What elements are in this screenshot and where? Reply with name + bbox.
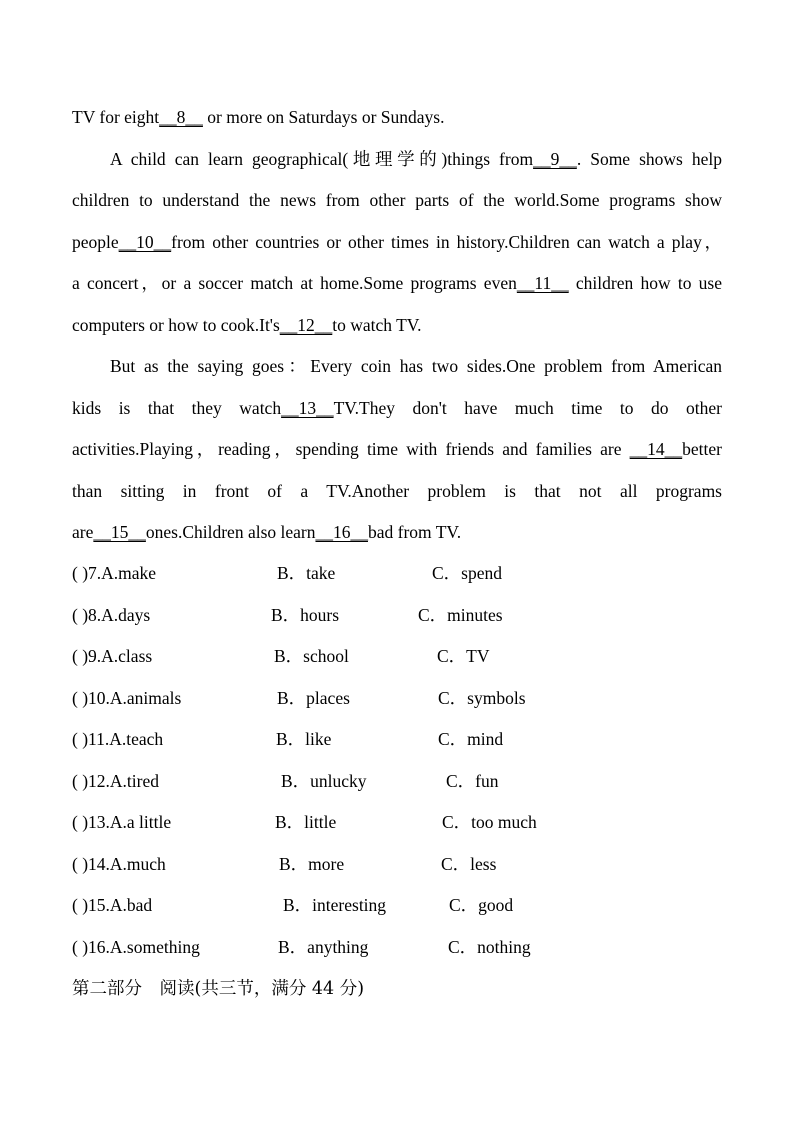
question-number: ( )9.A.class (72, 646, 153, 666)
option-c: C．too much (442, 812, 537, 832)
option-b: B．unlucky (281, 770, 367, 791)
blank-15: __15__ (93, 522, 146, 542)
option-b: B．interesting (283, 895, 387, 915)
option-b: B．school (274, 646, 349, 666)
option-b: B．take (277, 563, 336, 583)
question-number: ( )12.A.tired (72, 770, 159, 791)
question-number: ( )11.A.teach (72, 729, 164, 749)
blank-10: __10__ (118, 231, 172, 252)
option-b: B．like (276, 729, 332, 749)
blank-11: __11__ (516, 273, 569, 293)
option-c: C．minutes (418, 604, 503, 625)
blank-8: __8__ (159, 107, 203, 127)
question-number: ( )16.A.something (72, 936, 200, 957)
section-heading: 第二部分 阅读(共三节，满分 44 分) (72, 979, 365, 999)
option-c: C．TV (437, 646, 490, 666)
option-b: B．anything (278, 936, 369, 957)
option-c: C．symbols (438, 687, 526, 708)
blank-14: __14__ (629, 439, 683, 459)
option-b: B．hours (271, 604, 340, 625)
question-row-12 (72, 761, 722, 803)
option-c: C．mind (438, 729, 504, 749)
passage-line-1: TV for eight__8__ or more on Saturdays or Sundays. (72, 107, 445, 127)
option-c: C．fun (446, 770, 499, 791)
question-row-14 (72, 844, 722, 886)
question-row-15 (72, 885, 722, 927)
passage-line-11: are__15__ones.Children also learn__16__bad from TV. (72, 522, 462, 542)
cloze-passage (72, 97, 722, 554)
option-b: B．places (277, 687, 350, 708)
question-row-11 (72, 719, 722, 761)
option-c: C．less (441, 853, 497, 874)
question-options (72, 553, 722, 968)
question-row-7 (72, 553, 722, 595)
option-b: B．little (275, 812, 337, 832)
question-number: ( )13.A.a little (72, 812, 172, 832)
question-number: ( )10.A.animals (72, 687, 182, 708)
passage-line-6: computers or how to cook.It's__12__to watch TV. (72, 314, 422, 335)
question-row-16 (72, 927, 722, 969)
blank-12: __12__ (279, 314, 333, 335)
passage-line-10: than sitting in front of a TV.Another problem is that not all programs (72, 480, 722, 501)
blank-9: __9__ (533, 148, 577, 169)
passage-line-9: activities.Playing，reading，spending time with friends and families are __14__better (72, 439, 722, 459)
passage-line-8: kids is that they watch__13__TV.They don't have much time to do other (72, 397, 722, 418)
question-row-9 (72, 636, 722, 678)
option-b: B．more (279, 853, 345, 874)
question-row-13 (72, 802, 722, 844)
option-c: C．spend (432, 563, 502, 583)
question-number: ( )7.A.make (72, 563, 157, 583)
blank-16: __16__ (315, 522, 368, 542)
passage-line-3: children to understand the news from other parts of the world.Some programs show (72, 190, 722, 210)
question-number: ( )8.A.days (72, 604, 151, 625)
option-c: C．nothing (448, 936, 531, 957)
passage-line-2: A child can learn geographical(地理学的)things from__9__. Some shows help (110, 148, 722, 169)
question-row-8 (72, 595, 722, 637)
blank-13: __13__ (281, 397, 334, 418)
question-number: ( )14.A.much (72, 853, 166, 874)
question-number: ( )15.A.bad (72, 895, 153, 915)
passage-line-7: But as the saying goes：Every coin has two sides.One problem from American (110, 356, 722, 376)
option-c: C．good (449, 895, 514, 915)
question-row-10 (72, 678, 722, 720)
passage-line-4: people__10__from other countries or other times in history.Children can watch a play， (72, 231, 722, 252)
passage-line-5: a concert，or a soccer match at home.Some programs even__11__ children how to use (72, 273, 722, 293)
